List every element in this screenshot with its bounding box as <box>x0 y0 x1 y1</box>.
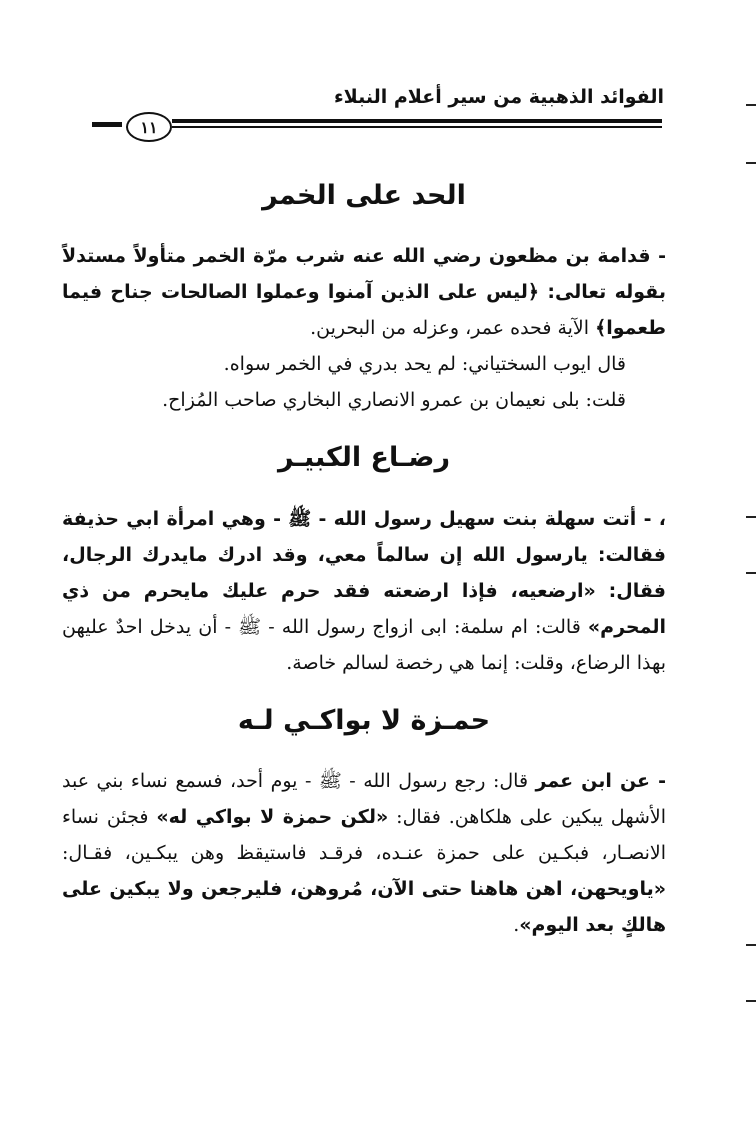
paragraph-bold-text: - عن ابن عمر <box>535 770 666 793</box>
header-rule-thin <box>172 126 662 128</box>
paragraph-text: فجئن نساء الانصـار، فبكـين على حمزة عنـده، فرقـد فاستيقظ وهن يبكـين، فقـال: <box>62 806 666 865</box>
running-title: الفوائد الذهبية من سير أعلام النبلاء <box>333 86 664 108</box>
margin-tick <box>746 104 756 106</box>
header-rule <box>172 119 662 123</box>
paragraph-text: . <box>513 914 520 937</box>
section-heading: حمـزة لا بواكـي لـه <box>237 704 491 736</box>
paragraph <box>62 763 666 943</box>
header-left-dash <box>92 122 122 127</box>
paragraph-bold-text: «ياويحهن، اهن هاهنا حتى الآن، مُروهن، فليرجعن ولا يبكين على هالكٍ بعد اليوم» <box>62 878 666 937</box>
section-gap <box>62 418 666 442</box>
section-gap <box>62 681 666 705</box>
section-heading: رضـاع الكبيـر <box>277 442 450 474</box>
paragraph-bold-text: - قدامة بن مظعون رضي الله عنه شرب مرّة الخمر متأولاً مستدلاً بقوله تعالى: ﴿ليس على الذين آمنوا وعملوا الصالحات جناح فيما طعموا﴾ <box>62 245 666 340</box>
paragraph-text: قال: رجع رسول الله - ﷺ - يوم أحد، فسمع نساء بني عبد الأشهل يبكين على هلكاهن. فقال: <box>62 770 666 829</box>
paragraph-text: الآية فحده عمر، وعزله من البحرين. <box>310 317 596 340</box>
margin-tick <box>746 572 756 574</box>
margin-tick <box>746 516 756 518</box>
page-number: ١١ <box>126 112 172 142</box>
paragraph <box>62 501 666 681</box>
paragraph-bold-text: «لكن حمزة لا بواكي له» <box>156 806 389 829</box>
paragraph-text: قالت: ام سلمة: ابى ازواج رسول الله - ﷺ - أن يدخل احدٌ عليهن بهذا الرضاع، وقلت: إنما هي رخصة لسالم خاصة. <box>62 615 666 674</box>
section-heading: الحد على الخمر <box>262 180 466 211</box>
margin-tick <box>746 162 756 164</box>
margin-tick <box>746 944 756 946</box>
paragraph: قلت: بلى نعيمان بن عمرو الانصاري البخاري صاحب المُزاح. <box>162 389 626 412</box>
paragraph: قال ايوب السختياني: لم يحد بدري في الخمر سواه. <box>223 353 626 376</box>
page-body <box>62 180 666 943</box>
margin-tick <box>746 1000 756 1002</box>
paragraph <box>62 238 666 346</box>
paragraph-bold-text: ، - أتت سهلة بنت سهيل رسول الله - ﷺ - وهي امرأة ابي حذيفة فقالت: يارسول الله إن سالماً معي، وقد ادرك مايدرك الرجال، فقال: «ارضعيه، فإذا ارضعته فقد حرم عليك مايحرم من ذي المحرم» <box>62 507 666 638</box>
